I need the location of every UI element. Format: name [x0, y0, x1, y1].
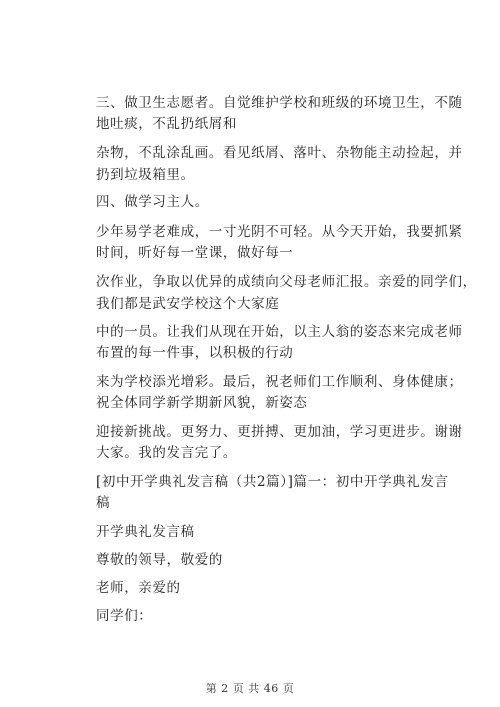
body-text-line: 布置的每一件事，以积极的行动: [96, 345, 294, 361]
speech-title: 开学典礼发言稿: [96, 524, 195, 540]
page-number-footer: 第 2 页 共 46 页: [205, 682, 295, 695]
body-text-line: 迎接新挑战。更努力、更拼搏、更加油，学习更进步。谢谢: [96, 424, 463, 440]
body-text-line: 来为学校添光增彩。最后，祝老师们工作顺利、身体健康；: [96, 374, 463, 390]
salutation-line: 老师，亲爱的: [96, 580, 181, 596]
body-text-line: 大家。我的发言完了。: [96, 445, 237, 461]
body-text-line: 杂物，不乱涂乱画。看见纸屑、落叶、杂物能主动捡起，并: [96, 145, 463, 161]
body-text-line: 少年易学老难成，一寸光阴不可轻。从今天开始，我要抓紧: [96, 224, 463, 240]
body-text-line: 时间，听好每一堂课，做好每一: [96, 245, 294, 261]
salutation-line: 尊敬的领导，敬爱的: [96, 552, 223, 568]
body-text-line: 我们都是武安学校这个大家庭: [96, 296, 280, 312]
section-heading: 四、做学习主人。: [96, 194, 209, 210]
salutation-line: 同学们：: [96, 608, 153, 624]
body-text-line: 次作业，争取以优异的成绩向父母老师汇报。亲爱的同学们，: [96, 274, 477, 290]
body-text-line: 扔到垃圾箱里。: [96, 167, 195, 183]
body-text-line: 地吐痰，不乱扔纸屑和: [96, 116, 237, 132]
body-text-line: 祝全体同学新学期新风貌，新姿态: [96, 395, 308, 411]
body-text-line: 稿: [96, 495, 111, 511]
body-text-line: 中的一员。让我们从现在开始，以主人翁的姿态来完成老师: [96, 324, 463, 340]
body-text-line: 三、做卫生志愿者。自觉维护学校和班级的环境卫生，不随: [96, 95, 463, 111]
body-text-line: [初中开学典礼发言稿（共2篇）]篇一：初中开学典礼发言: [96, 474, 449, 490]
